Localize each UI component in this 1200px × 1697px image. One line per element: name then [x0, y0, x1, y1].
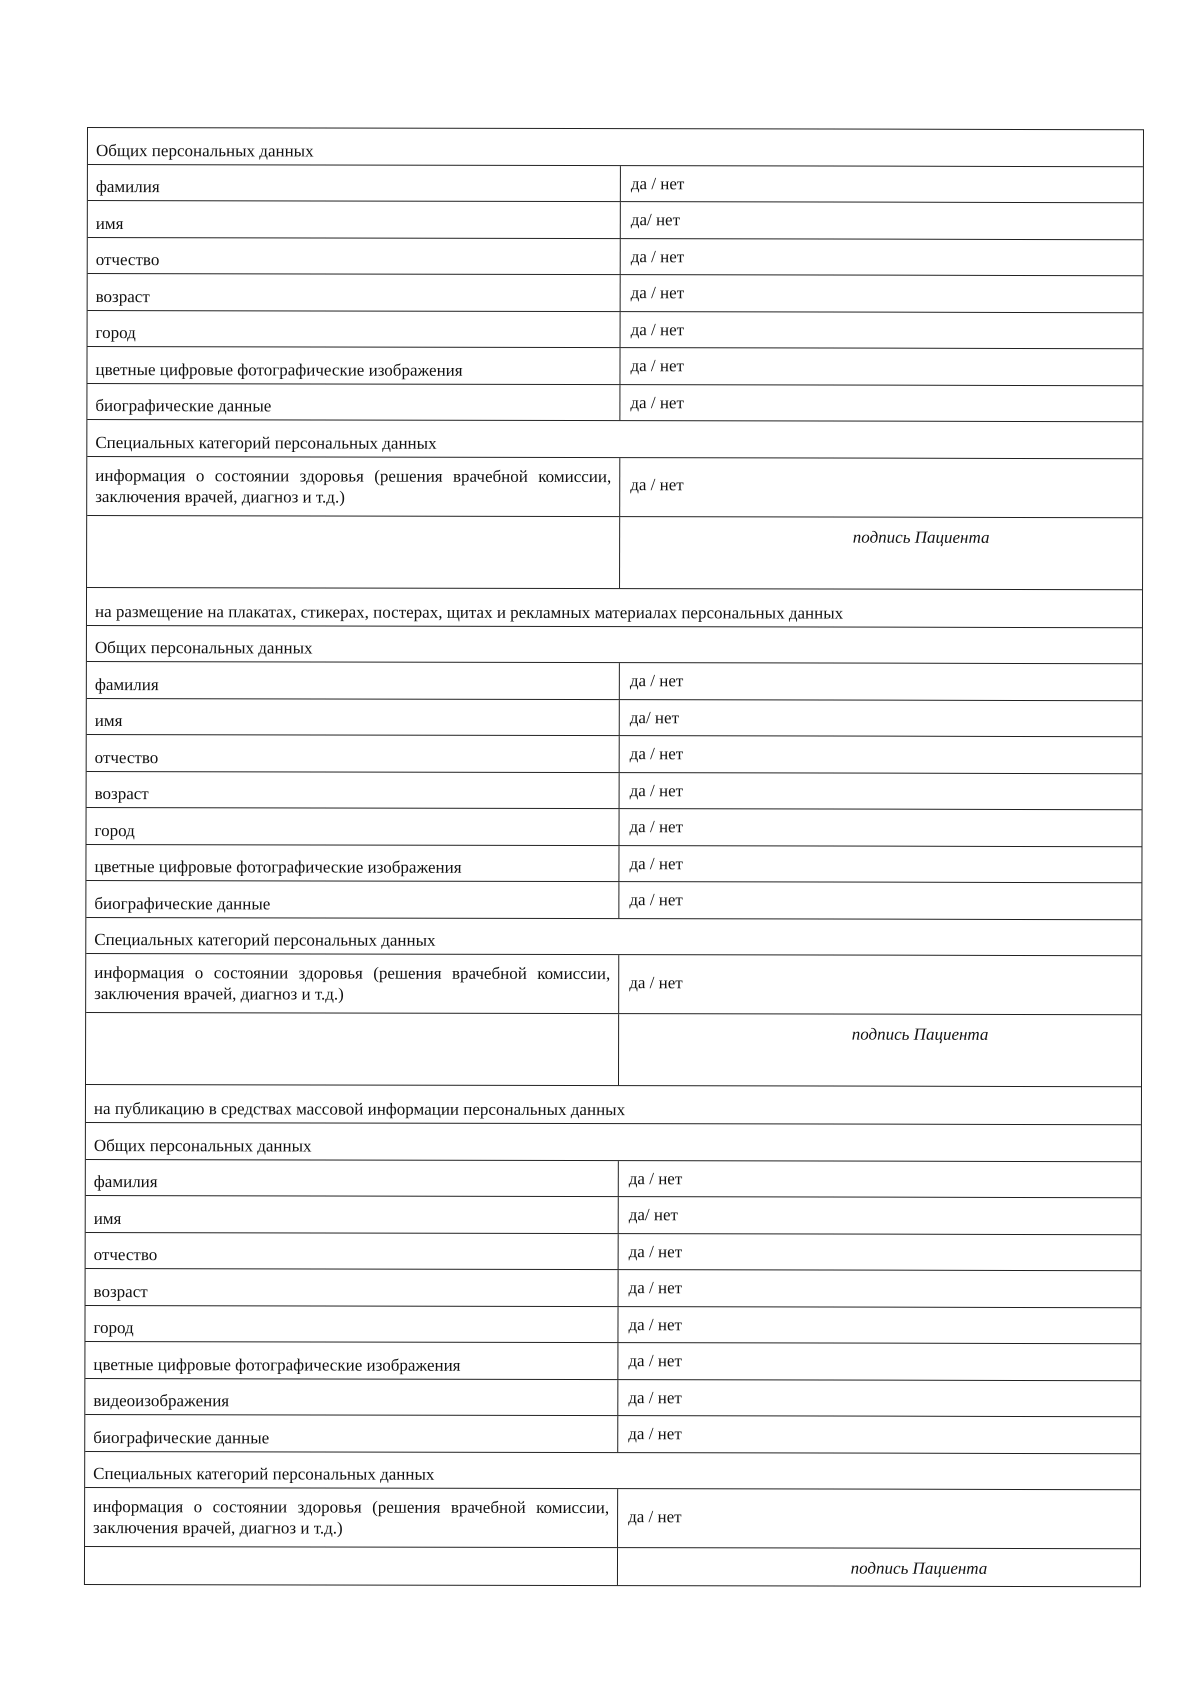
yes-no-choice[interactable]: да/ нет [620, 202, 1143, 239]
consent-form-table [84, 127, 1144, 1587]
consent-item-row [86, 881, 1141, 920]
data-item-label: биографические данные [94, 893, 271, 913]
special-data-header: Специальных категорий персональных данных [94, 930, 436, 950]
yes-no-choice[interactable]: да / нет [618, 882, 1141, 919]
yes-no-choice[interactable]: да / нет [617, 1343, 1140, 1380]
yes-no-choice[interactable]: да / нет [619, 348, 1142, 385]
consent-item-row [88, 274, 1143, 313]
data-item-label: город [94, 820, 135, 840]
patient-signature-field[interactable]: подпись Пациента [619, 517, 1142, 589]
general-data-header: Общих персональных данных [94, 638, 313, 658]
general-data-header: Общих персональных данных [93, 1135, 312, 1155]
yes-no-choice[interactable]: да / нет [618, 846, 1141, 883]
data-item-label: биографические данные [95, 396, 272, 416]
yes-no-choice[interactable]: да / нет [620, 275, 1143, 312]
data-item-label: возраст [95, 286, 150, 306]
patient-signature-field[interactable]: подпись Пациента [618, 1014, 1141, 1086]
consent-item-row [87, 662, 1142, 701]
health-info-label: информация о состоянии здоровья (решения врачебной комиссии, заключения врачей, диагноз и т.д.) [94, 963, 611, 1004]
consent-item-row [86, 845, 1141, 884]
data-item-label: отчество [93, 1245, 158, 1265]
yes-no-choice[interactable]: да / нет [619, 663, 1142, 700]
consent-item-row [85, 1415, 1140, 1454]
data-item-label: цветные цифровые фотографические изображения [95, 359, 463, 380]
general-data-header-row [86, 1123, 1141, 1162]
yes-no-choice[interactable]: да / нет [618, 1161, 1141, 1198]
yes-no-choice[interactable]: да / нет [619, 385, 1142, 422]
signature-row [85, 1547, 1140, 1586]
consent-item-row [88, 238, 1143, 277]
data-item-label: цветные цифровые фотографические изображения [93, 1354, 461, 1375]
consent-item-row [86, 1196, 1141, 1235]
data-item-label: возраст [93, 1281, 148, 1301]
signature-blank [86, 1013, 618, 1085]
signature-blank [85, 1547, 617, 1585]
yes-no-choice[interactable]: да / нет [618, 1234, 1141, 1271]
yes-no-choice[interactable]: да / нет [619, 458, 1142, 517]
general-data-header-row [88, 128, 1143, 167]
data-item-label: видеоизображения [93, 1391, 230, 1411]
general-data-header-row [87, 626, 1142, 665]
consent-item-row [88, 165, 1143, 204]
signature-row [87, 516, 1142, 590]
data-item-label: отчество [94, 747, 159, 767]
yes-no-choice[interactable]: да / нет [618, 955, 1141, 1014]
consent-item-row [85, 1305, 1140, 1344]
consent-item-row [86, 1269, 1141, 1308]
consent-item-row [88, 311, 1143, 350]
yes-no-choice[interactable]: да / нет [618, 1270, 1141, 1307]
health-info-row [86, 954, 1141, 1015]
data-item-label: фамилия [93, 1172, 158, 1192]
consent-item-row [85, 1378, 1140, 1417]
general-data-header: Общих персональных данных [95, 140, 314, 160]
special-data-header-row [86, 918, 1141, 957]
consent-item-row [86, 1159, 1141, 1198]
special-data-header: Специальных категорий персональных данных [95, 432, 437, 453]
consent-item-row [85, 1342, 1140, 1381]
patient-signature-field[interactable]: подпись Пациента [617, 1548, 1140, 1586]
yes-no-choice[interactable]: да / нет [620, 239, 1143, 276]
special-data-header: Специальных категорий персональных данных [93, 1464, 435, 1484]
section-title-row [86, 1085, 1141, 1125]
health-info-label: информация о состоянии здоровья (решения врачебной комиссии, заключения врачей, диагноз и т.д.) [95, 465, 612, 507]
special-data-header-row [87, 420, 1142, 459]
consent-item-row [86, 1232, 1141, 1271]
yes-no-choice[interactable]: да / нет [618, 809, 1141, 846]
data-item-label: город [95, 323, 136, 343]
data-item-label: цветные цифровые фотографические изображения [94, 857, 462, 877]
signature-blank [87, 516, 619, 588]
signature-row [86, 1013, 1141, 1087]
health-info-label: информация о состоянии здоровья (решения врачебной комиссии, заключения врачей, диагноз и т.д.) [93, 1497, 610, 1538]
health-info-row [85, 1488, 1140, 1549]
data-item-label: фамилия [95, 177, 160, 197]
section-title: на публикацию в средствах массовой информации персональных данных [93, 1099, 626, 1120]
data-item-label: имя [93, 1208, 122, 1228]
yes-no-choice[interactable]: да/ нет [618, 1197, 1141, 1234]
yes-no-choice[interactable]: да / нет [617, 1380, 1140, 1417]
section-title-row [87, 588, 1142, 628]
consent-item-row [86, 808, 1141, 847]
yes-no-choice[interactable]: да / нет [617, 1489, 1140, 1548]
yes-no-choice[interactable]: да/ нет [619, 700, 1142, 737]
consent-item-row [87, 699, 1142, 738]
consent-item-row [87, 735, 1142, 774]
yes-no-choice[interactable]: да / нет [619, 773, 1142, 810]
consent-item-row [87, 772, 1142, 811]
section-title: на размещение на плакатах, стикерах, постерах, щитах и рекламных материалах персональных данных [94, 601, 844, 623]
yes-no-choice[interactable]: да / нет [617, 1307, 1140, 1344]
yes-no-choice[interactable]: да / нет [620, 312, 1143, 349]
data-item-label: биографические данные [93, 1427, 270, 1447]
data-item-label: фамилия [94, 674, 159, 694]
health-info-row [87, 457, 1142, 518]
data-item-label: город [93, 1318, 134, 1338]
yes-no-choice[interactable]: да / нет [619, 736, 1142, 773]
data-item-label: имя [94, 711, 123, 731]
data-item-label: возраст [94, 784, 149, 804]
data-item-label: имя [95, 213, 124, 233]
yes-no-choice[interactable]: да / нет [617, 1416, 1140, 1453]
special-data-header-row [85, 1451, 1140, 1490]
yes-no-choice[interactable]: да / нет [620, 166, 1143, 203]
consent-item-row [88, 201, 1143, 240]
consent-item-row [87, 384, 1142, 423]
data-item-label: отчество [95, 250, 160, 270]
consent-item-row [87, 347, 1142, 386]
